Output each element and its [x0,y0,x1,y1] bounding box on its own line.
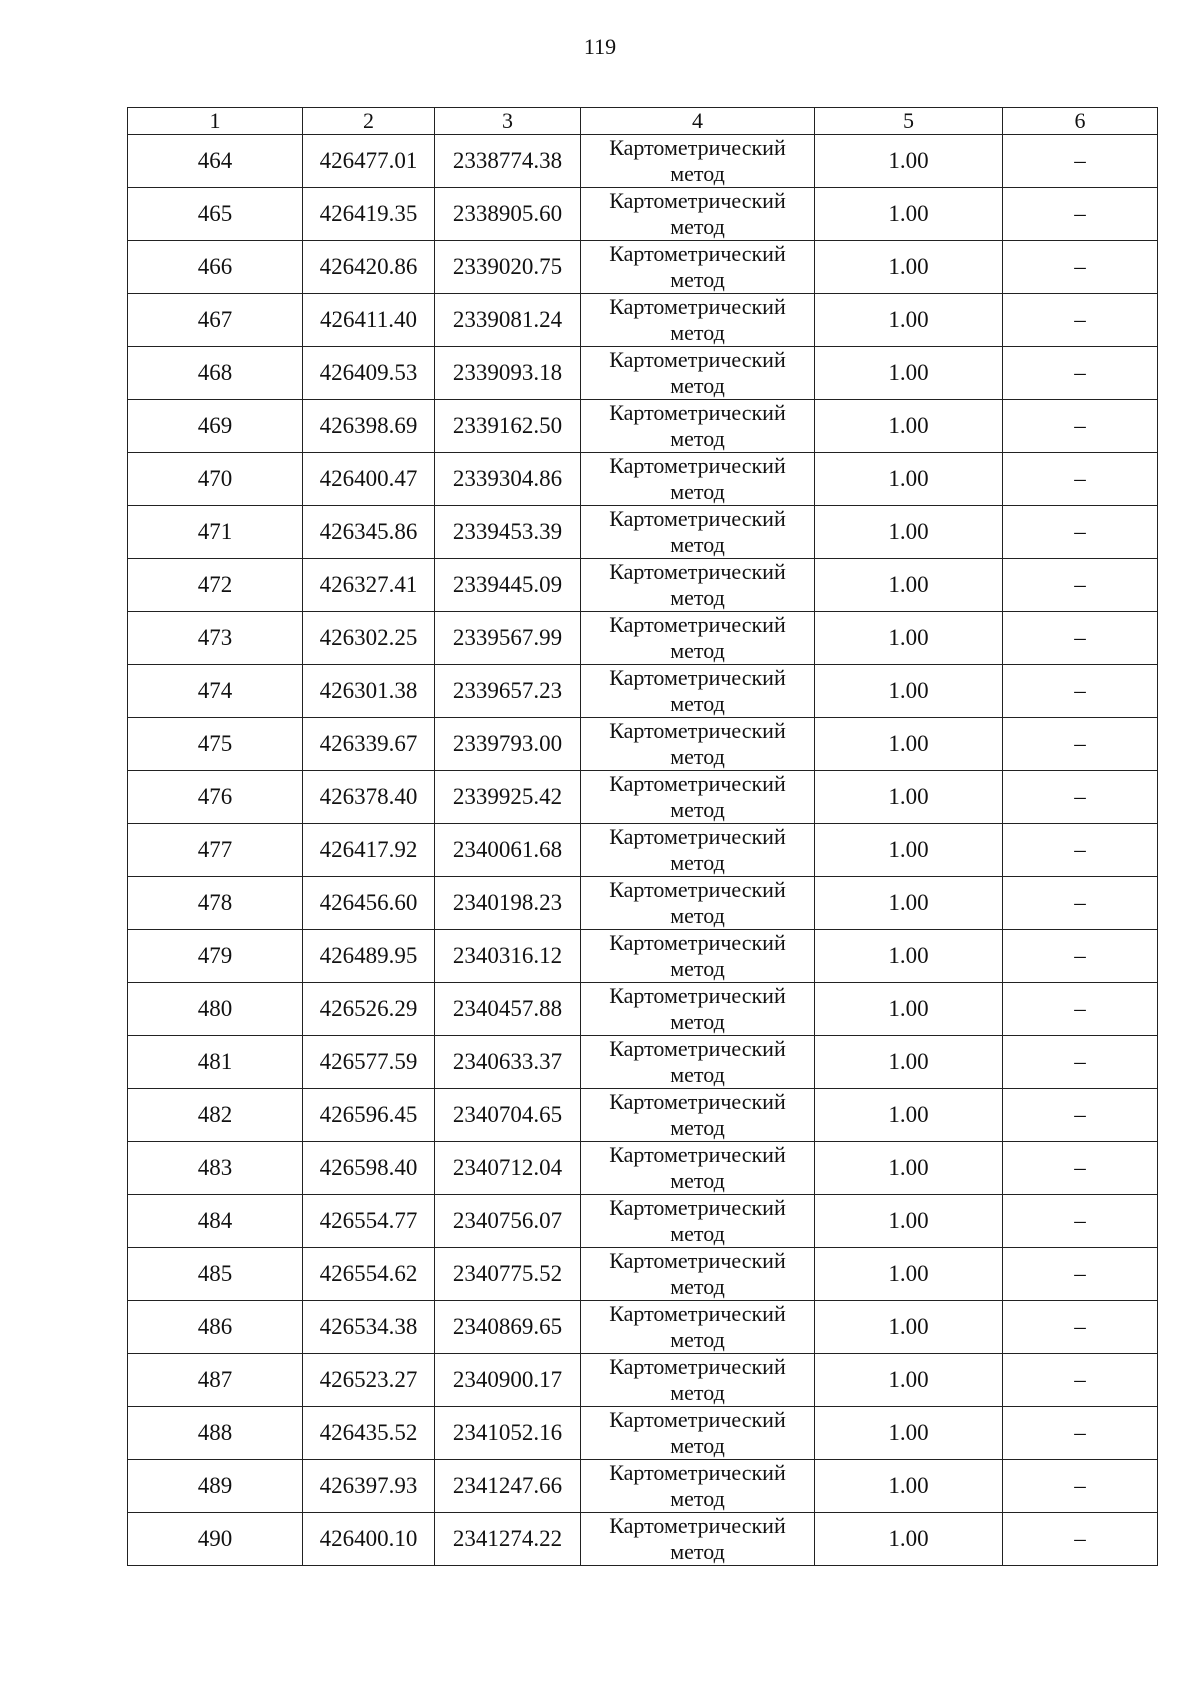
point-number-cell: 488 [128,1407,303,1460]
table-row [128,1089,1158,1142]
x-coordinate-cell: 426577.59 [303,1036,435,1089]
note-cell: – [1003,135,1158,188]
y-coordinate-cell: 2340712.04 [435,1142,581,1195]
point-number-cell: 465 [128,188,303,241]
table-row [128,1354,1158,1407]
method-cell: Картометрический метод [581,1195,815,1248]
y-coordinate-cell: 2339081.24 [435,294,581,347]
method-cell: Картометрический метод [581,400,815,453]
point-number-cell: 484 [128,1195,303,1248]
y-coordinate-cell: 2339020.75 [435,241,581,294]
table-row [128,1301,1158,1354]
note-cell: – [1003,983,1158,1036]
accuracy-cell: 1.00 [815,1354,1003,1407]
x-coordinate-cell: 426523.27 [303,1354,435,1407]
table-row [128,506,1158,559]
column-header: 2 [303,108,435,135]
table-row [128,559,1158,612]
method-cell: Картометрический метод [581,930,815,983]
accuracy-cell: 1.00 [815,188,1003,241]
point-number-cell: 476 [128,771,303,824]
y-coordinate-cell: 2340633.37 [435,1036,581,1089]
x-coordinate-cell: 426419.35 [303,188,435,241]
note-cell: – [1003,1407,1158,1460]
point-number-cell: 480 [128,983,303,1036]
table-row [128,1460,1158,1513]
coordinates-table [127,107,1158,1566]
method-cell: Картометрический метод [581,188,815,241]
accuracy-cell: 1.00 [815,824,1003,877]
note-cell: – [1003,1354,1158,1407]
note-cell: – [1003,241,1158,294]
x-coordinate-cell: 426327.41 [303,559,435,612]
note-cell: – [1003,718,1158,771]
x-coordinate-cell: 426398.69 [303,400,435,453]
method-cell: Картометрический метод [581,1248,815,1301]
note-cell: – [1003,824,1158,877]
note-cell: – [1003,1460,1158,1513]
table-row [128,1036,1158,1089]
note-cell: – [1003,188,1158,241]
method-cell: Картометрический метод [581,612,815,665]
accuracy-cell: 1.00 [815,718,1003,771]
note-cell: – [1003,453,1158,506]
accuracy-cell: 1.00 [815,135,1003,188]
note-cell: – [1003,559,1158,612]
y-coordinate-cell: 2340316.12 [435,930,581,983]
point-number-cell: 485 [128,1248,303,1301]
y-coordinate-cell: 2340900.17 [435,1354,581,1407]
note-cell: – [1003,400,1158,453]
note-cell: – [1003,1089,1158,1142]
point-number-cell: 468 [128,347,303,400]
point-number-cell: 467 [128,294,303,347]
accuracy-cell: 1.00 [815,347,1003,400]
x-coordinate-cell: 426411.40 [303,294,435,347]
note-cell: – [1003,506,1158,559]
point-number-cell: 469 [128,400,303,453]
x-coordinate-cell: 426420.86 [303,241,435,294]
method-cell: Картометрический метод [581,559,815,612]
point-number-cell: 482 [128,1089,303,1142]
y-coordinate-cell: 2340869.65 [435,1301,581,1354]
table-row [128,1407,1158,1460]
point-number-cell: 483 [128,1142,303,1195]
y-coordinate-cell: 2339304.86 [435,453,581,506]
accuracy-cell: 1.00 [815,771,1003,824]
point-number-cell: 464 [128,135,303,188]
y-coordinate-cell: 2340704.65 [435,1089,581,1142]
method-cell: Картометрический метод [581,241,815,294]
accuracy-cell: 1.00 [815,506,1003,559]
y-coordinate-cell: 2339793.00 [435,718,581,771]
accuracy-cell: 1.00 [815,400,1003,453]
table-row [128,453,1158,506]
note-cell: – [1003,877,1158,930]
point-number-cell: 489 [128,1460,303,1513]
table-row [128,188,1158,241]
method-cell: Картометрический метод [581,877,815,930]
x-coordinate-cell: 426400.47 [303,453,435,506]
x-coordinate-cell: 426596.45 [303,1089,435,1142]
x-coordinate-cell: 426301.38 [303,665,435,718]
note-cell: – [1003,1195,1158,1248]
point-number-cell: 472 [128,559,303,612]
point-number-cell: 479 [128,930,303,983]
y-coordinate-cell: 2339093.18 [435,347,581,400]
table-row [128,347,1158,400]
point-number-cell: 490 [128,1513,303,1566]
accuracy-cell: 1.00 [815,612,1003,665]
table-row [128,1142,1158,1195]
method-cell: Картометрический метод [581,294,815,347]
table-row [128,877,1158,930]
x-coordinate-cell: 426435.52 [303,1407,435,1460]
x-coordinate-cell: 426345.86 [303,506,435,559]
x-coordinate-cell: 426400.10 [303,1513,435,1566]
y-coordinate-cell: 2340756.07 [435,1195,581,1248]
x-coordinate-cell: 426302.25 [303,612,435,665]
accuracy-cell: 1.00 [815,1089,1003,1142]
header-row [128,108,1158,135]
table-row [128,1195,1158,1248]
table-row [128,930,1158,983]
note-cell: – [1003,1301,1158,1354]
y-coordinate-cell: 2339657.23 [435,665,581,718]
note-cell: – [1003,1513,1158,1566]
table-row [128,294,1158,347]
accuracy-cell: 1.00 [815,1301,1003,1354]
method-cell: Картометрический метод [581,771,815,824]
y-coordinate-cell: 2339445.09 [435,559,581,612]
method-cell: Картометрический метод [581,1354,815,1407]
accuracy-cell: 1.00 [815,877,1003,930]
note-cell: – [1003,294,1158,347]
page-number: 119 [583,34,617,59]
table-row [128,400,1158,453]
method-cell: Картометрический метод [581,506,815,559]
x-coordinate-cell: 426534.38 [303,1301,435,1354]
method-cell: Картометрический метод [581,1301,815,1354]
x-coordinate-cell: 426409.53 [303,347,435,400]
x-coordinate-cell: 426554.62 [303,1248,435,1301]
point-number-cell: 477 [128,824,303,877]
y-coordinate-cell: 2338774.38 [435,135,581,188]
accuracy-cell: 1.00 [815,1142,1003,1195]
y-coordinate-cell: 2340061.68 [435,824,581,877]
method-cell: Картометрический метод [581,665,815,718]
table-row [128,241,1158,294]
method-cell: Картометрический метод [581,135,815,188]
table-row [128,824,1158,877]
method-cell: Картометрический метод [581,1089,815,1142]
note-cell: – [1003,771,1158,824]
column-header: 1 [128,108,303,135]
column-header: 4 [581,108,815,135]
x-coordinate-cell: 426477.01 [303,135,435,188]
y-coordinate-cell: 2339162.50 [435,400,581,453]
note-cell: – [1003,1248,1158,1301]
note-cell: – [1003,665,1158,718]
y-coordinate-cell: 2341274.22 [435,1513,581,1566]
x-coordinate-cell: 426554.77 [303,1195,435,1248]
point-number-cell: 487 [128,1354,303,1407]
x-coordinate-cell: 426417.92 [303,824,435,877]
method-cell: Картометрический метод [581,824,815,877]
column-header: 5 [815,108,1003,135]
note-cell: – [1003,1036,1158,1089]
note-cell: – [1003,1142,1158,1195]
y-coordinate-cell: 2340198.23 [435,877,581,930]
y-coordinate-cell: 2340457.88 [435,983,581,1036]
note-cell: – [1003,347,1158,400]
point-number-cell: 478 [128,877,303,930]
table-row [128,1513,1158,1566]
accuracy-cell: 1.00 [815,1036,1003,1089]
column-header: 3 [435,108,581,135]
point-number-cell: 481 [128,1036,303,1089]
point-number-cell: 473 [128,612,303,665]
method-cell: Картометрический метод [581,1407,815,1460]
y-coordinate-cell: 2338905.60 [435,188,581,241]
method-cell: Картометрический метод [581,347,815,400]
method-cell: Картометрический метод [581,1142,815,1195]
y-coordinate-cell: 2341247.66 [435,1460,581,1513]
accuracy-cell: 1.00 [815,453,1003,506]
method-cell: Картометрический метод [581,718,815,771]
table-row [128,135,1158,188]
x-coordinate-cell: 426378.40 [303,771,435,824]
method-cell: Картометрический метод [581,1513,815,1566]
note-cell: – [1003,612,1158,665]
x-coordinate-cell: 426339.67 [303,718,435,771]
table-row [128,771,1158,824]
accuracy-cell: 1.00 [815,1460,1003,1513]
accuracy-cell: 1.00 [815,241,1003,294]
accuracy-cell: 1.00 [815,930,1003,983]
accuracy-cell: 1.00 [815,1513,1003,1566]
x-coordinate-cell: 426526.29 [303,983,435,1036]
table-row [128,983,1158,1036]
x-coordinate-cell: 426397.93 [303,1460,435,1513]
point-number-cell: 474 [128,665,303,718]
accuracy-cell: 1.00 [815,983,1003,1036]
point-number-cell: 486 [128,1301,303,1354]
method-cell: Картометрический метод [581,453,815,506]
y-coordinate-cell: 2341052.16 [435,1407,581,1460]
column-header: 6 [1003,108,1158,135]
accuracy-cell: 1.00 [815,1407,1003,1460]
table-row [128,1248,1158,1301]
x-coordinate-cell: 426489.95 [303,930,435,983]
y-coordinate-cell: 2339925.42 [435,771,581,824]
method-cell: Картометрический метод [581,1036,815,1089]
y-coordinate-cell: 2339453.39 [435,506,581,559]
point-number-cell: 470 [128,453,303,506]
table-row [128,665,1158,718]
accuracy-cell: 1.00 [815,665,1003,718]
method-cell: Картометрический метод [581,983,815,1036]
y-coordinate-cell: 2340775.52 [435,1248,581,1301]
accuracy-cell: 1.00 [815,294,1003,347]
note-cell: – [1003,930,1158,983]
point-number-cell: 475 [128,718,303,771]
table-body [128,135,1158,1566]
x-coordinate-cell: 426598.40 [303,1142,435,1195]
method-cell: Картометрический метод [581,1460,815,1513]
table-row [128,612,1158,665]
point-number-cell: 471 [128,506,303,559]
x-coordinate-cell: 426456.60 [303,877,435,930]
accuracy-cell: 1.00 [815,1195,1003,1248]
accuracy-cell: 1.00 [815,559,1003,612]
accuracy-cell: 1.00 [815,1248,1003,1301]
y-coordinate-cell: 2339567.99 [435,612,581,665]
point-number-cell: 466 [128,241,303,294]
table-row [128,718,1158,771]
